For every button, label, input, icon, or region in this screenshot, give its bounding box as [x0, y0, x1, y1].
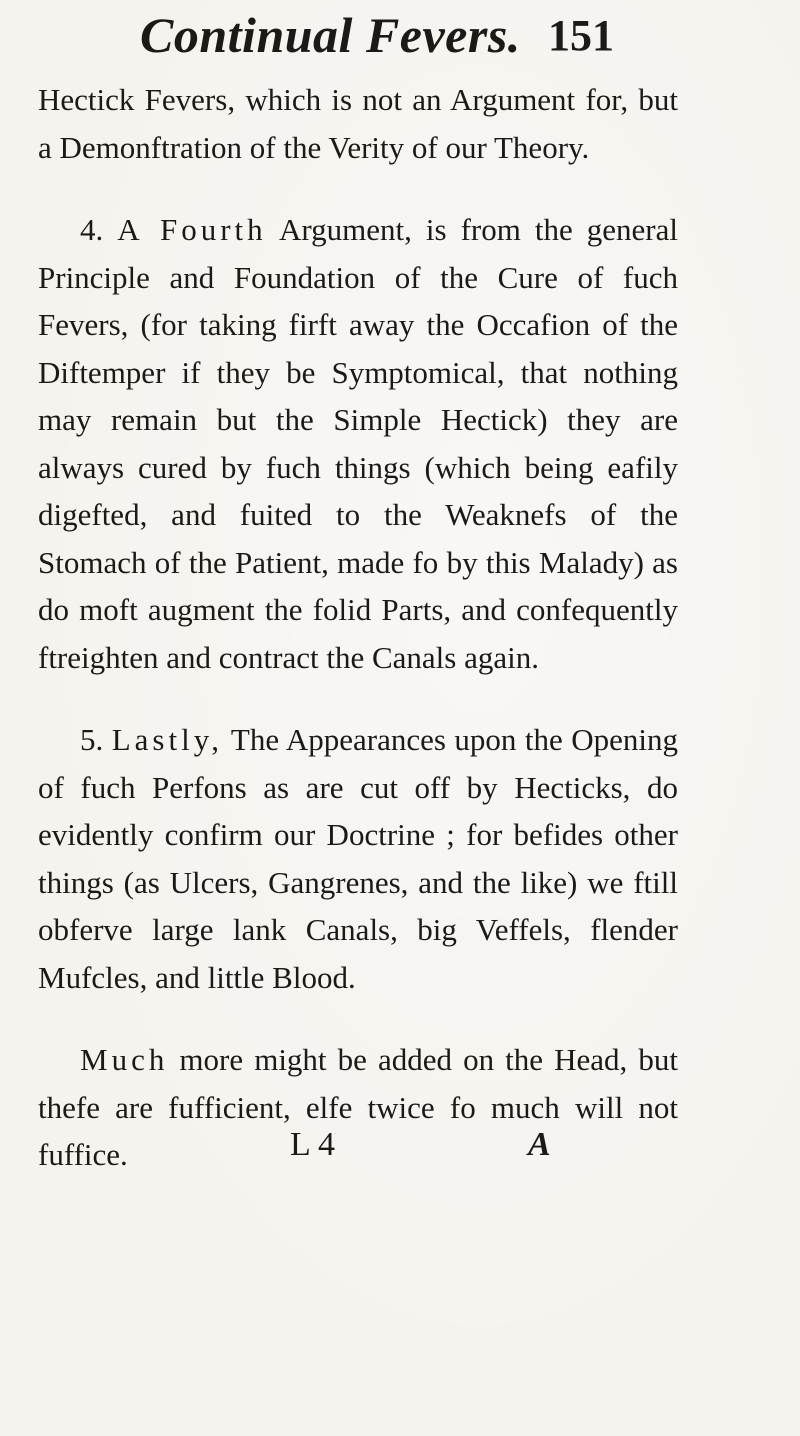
paragraph-fourth-argument [38, 206, 678, 681]
paragraph-lastly [38, 716, 678, 1001]
page-number: 151 [548, 11, 614, 60]
paragraph-lead: A Fourth [117, 212, 267, 247]
paragraph-text: Argument, is from the general Principle and Foundation of the Cure of fuch Fevers, (for taking firft away the Occafion of the Diftemper if they be Symptomical, that nothing may remain but the Simple Hectick) they are always cured by fuch things (which being eafily digefted, and fuited to the Weaknefs of the Stomach of the Patient, made fo by this Malady) as do moft augment the folid Parts, and confequently ftreighten and contract the Canals again. [38, 212, 679, 675]
paragraph-lead: Lastly, [111, 722, 223, 757]
paragraph-number: 5. [80, 722, 104, 757]
body-text [38, 76, 678, 1179]
paragraph-lead: Much [80, 1042, 169, 1077]
paragraph-text: more might be added on the Head, but thefe are fufficient, elfe twice fo much will not fuffice. [38, 1042, 678, 1172]
paragraph-text: Hectick Fevers, which is not an Argument for, but a Demonftration of the Verity of our Theory. [38, 82, 678, 165]
page-footer [0, 1126, 800, 1176]
paragraph-continuation [38, 76, 678, 171]
catchword: A [528, 1126, 551, 1163]
paragraph-text: The Appearances upon the Opening of fuch Perfons as are cut off by Hecticks, do evidently confirm our Doctrine ; for befides other things (as Ulcers, Gangrenes, and the like) we ftill obferve large lank Canals, big Veffels, flender Mufcles, and little Blood. [38, 722, 678, 995]
page-header [110, 6, 670, 70]
paragraph-number: 4. [80, 212, 104, 247]
signature-mark: L 4 [290, 1126, 336, 1163]
running-title: Continual Fevers. [140, 7, 521, 63]
